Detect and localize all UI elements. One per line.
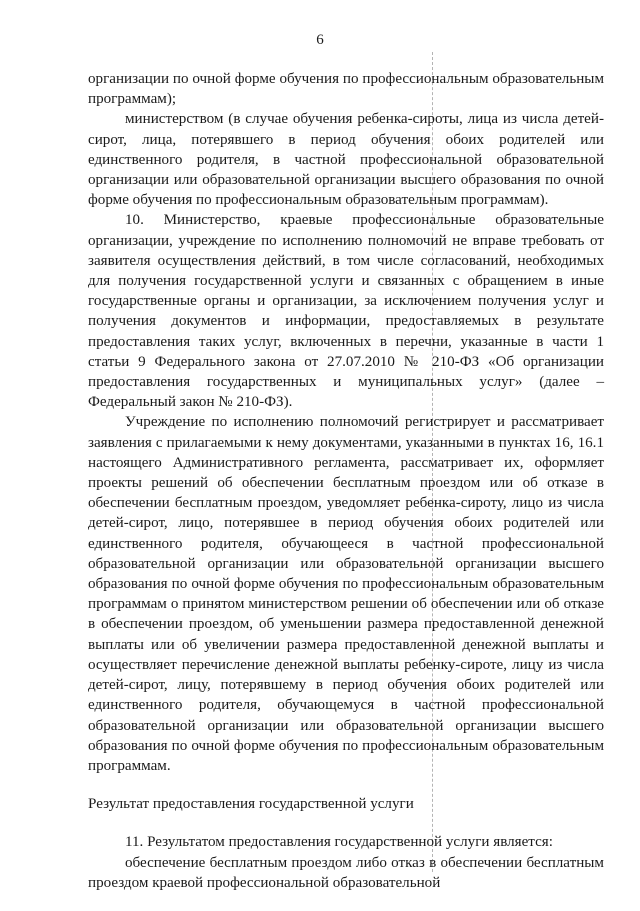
paragraph-continuation: организации по очной форме обучения по профессиональным образовательным программам); [88,71,604,108]
paragraph-11: 11. Результатом предоставления государственной услуги является: [125,834,553,851]
section-heading: Результат предоставления государственной услуги [88,796,414,813]
paragraph-ministry: министерством (в случае обучения ребенка-сироты, лица из числа детей-сирот, лица, потерявшего в период обучения обоих родителей или единственного родителя, в частной профессиональной образовательной организации или образовательной организации высшего образования по очной форме обучения по профессиональным образовательным программам). [88,111,604,209]
paragraph-result-item: обеспечение бесплатным проездом либо отказ в обеспечении бесплатным проездом краевой профессиональной образовательной [88,854,604,891]
paragraph-institution: Учреждение по исполнению полномочий регистрирует и рассматривает заявления с прилагаемыми к нему документами, указанными в пунктах 16, 16.1 настоящего Административного регламента, рассматривает их, оформляет проекты решений об обеспечении бесплатным проездом или об отказе в обеспечении бесплатным проездом, уведомляет ребенка-сироту, лицо из числа детей-сирот, лицо, потерявшее в период обучения обоих родителей или единственного родителя, обучающееся в частной профессиональной образовательной организации или образовательной организации высшего образования по очной форме обучения по профессиональным образовательным программам о принятом министерством решении об обеспечении или об отказе в обеспечении проездом, об уменьшении размера предоставленной денежной выплаты или об увеличении размера предоставленной денежной выплаты и осуществляет перечисление денежной выплаты ребенку-сироте, лицу из числа детей-сирот, лицу, потерявшему в период обучения обоих родителей или единственного родителя, обучающемуся в частной профессиональной образовательной организации или образовательной организации высшего образования по очной форме обучения по профессиональным образовательным программам. [88,414,604,774]
document-body [88,69,604,893]
page-number: 6 [316,32,324,48]
paragraph-10: 10. Министерство, краевые профессиональные образовательные организации, учреждение по исполнению полномочий не вправе требовать от заявителя осуществления действий, в том числе согласований, необходимых для получения государственной услуги и связанных с обращением в иные государственные органы и организации, за исключением получения услуг и получения документов и информации, предоставляемых в результате предоставления таких услуг, включенных в перечни, указанные в части 1 статьи 9 Федерального закона от 27.07.2010 № 210-ФЗ «Об организации предоставления государственных и муниципальных услуг» (далее – Федеральный закон № 210-ФЗ). [88,212,604,411]
